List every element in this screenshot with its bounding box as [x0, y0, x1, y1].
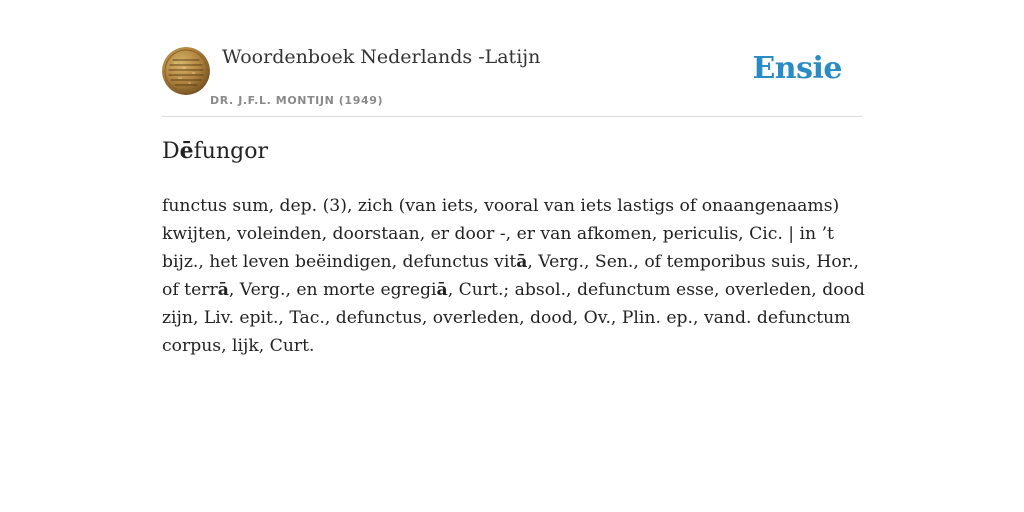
dictionary-title[interactable]: Woordenboek Nederlands -Latijn: [222, 46, 541, 68]
dictionary-author: DR. J.F.L. MONTIJN (1949): [210, 94, 384, 107]
definition-macron-letter: ā: [436, 280, 448, 300]
definition-text-segment: , Verg., en morte egregi: [228, 280, 437, 300]
definition-macron-letter: ā: [516, 252, 528, 272]
site-header: [162, 44, 862, 117]
headword-macron-letter: ē: [179, 138, 194, 164]
definition-text-segment: , Curt.; absol., defunctum esse, overleden, dood zijn, Liv. epit., Tac., defunctus, overleden, dood, Ov., Plin. ep., vand. defunctum corpus, lijk, Curt.: [162, 280, 865, 356]
definition-macron-letter: ā: [217, 280, 229, 300]
definition-text-segment: , Verg., Sen., of temporibus suis, Hor., of terr: [162, 252, 860, 300]
entry-definition: [162, 192, 866, 360]
headword-prefix: D: [162, 139, 180, 164]
engraved-bronze-coin-icon[interactable]: [162, 47, 210, 95]
entry-headword: [162, 138, 268, 164]
ensie-logo-link[interactable]: Ensie: [752, 51, 842, 86]
definition-text-segment: functus sum, dep. (3), zich (van iets, vooral van iets lastigs of onaangenaams) kwijten, voleinden, doorstaan, er door -, er van afkomen, periculis, Cic. | in ’t bijz., het leven beëindigen, defunctus vit: [162, 196, 840, 272]
headword-suffix: fungor: [193, 139, 268, 164]
